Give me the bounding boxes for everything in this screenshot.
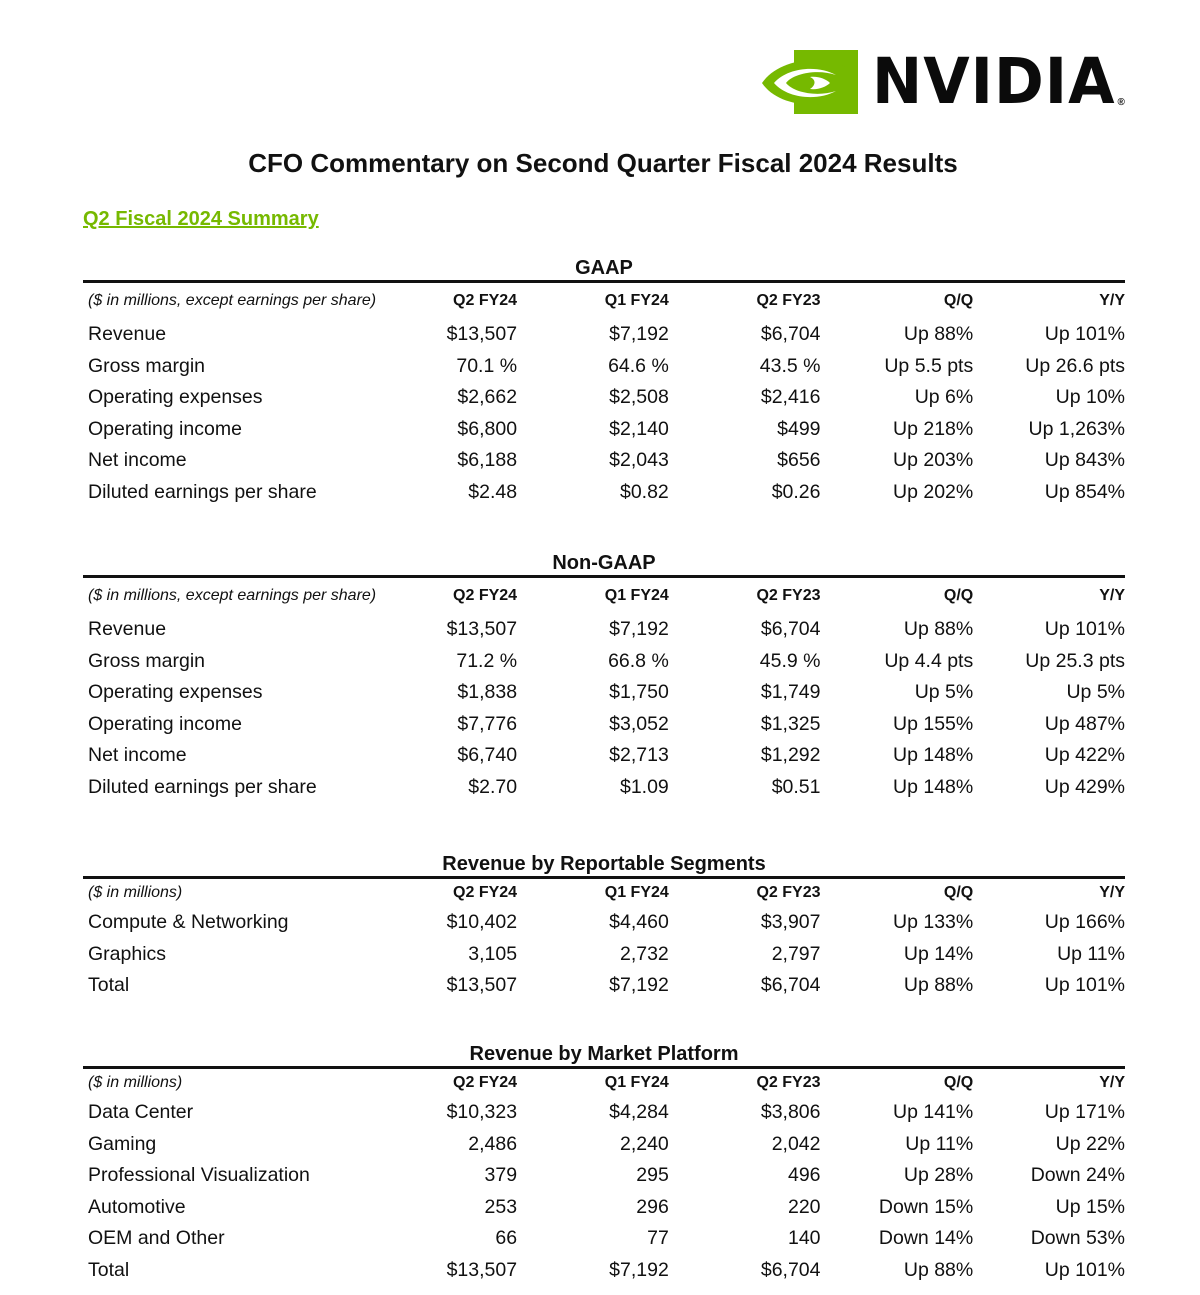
- column-header: Q1 FY24: [604, 1074, 669, 1091]
- table-cell: $4,460: [609, 911, 669, 933]
- table-cell: $3,907: [760, 911, 821, 933]
- table-row: [83, 740, 1125, 772]
- table-cell: Up 487%: [1044, 712, 1125, 735]
- table-row: [83, 445, 1125, 477]
- column-header: Q/Q: [943, 1074, 974, 1091]
- table-cell: $10,402: [446, 911, 518, 933]
- nvidia-wordmark: NVIDIA: [872, 45, 1116, 119]
- table-row: [83, 677, 1125, 709]
- table-cell: 2,486: [468, 1132, 518, 1155]
- table-cell: 496: [787, 1164, 821, 1187]
- table-cell: Up 14%: [903, 942, 974, 965]
- table-cell: Up 26.6 pts: [1025, 354, 1125, 377]
- table-cell: Up 422%: [1044, 744, 1125, 767]
- column-header: Y/Y: [1099, 884, 1125, 901]
- table-cell: $7,192: [609, 323, 669, 345]
- row-label: Operating income: [88, 417, 242, 440]
- table-cell: Up 5.5 pts: [884, 354, 974, 377]
- table-row: [83, 907, 1125, 939]
- table-cell: 295: [636, 1164, 669, 1187]
- table-cell: Up 88%: [903, 323, 974, 345]
- table-cell: Down 15%: [878, 1195, 974, 1218]
- table-row: [83, 414, 1125, 446]
- column-header: Q/Q: [943, 292, 974, 309]
- row-label: Total: [88, 974, 130, 997]
- table-cell: 45.9 %: [759, 649, 821, 672]
- summary-heading-link[interactable]: Q2 Fiscal 2024 Summary: [83, 208, 319, 230]
- table-cell: $6,704: [760, 323, 821, 345]
- table-cell: Up 166%: [1044, 911, 1125, 933]
- gaap-section: [83, 256, 1125, 509]
- column-header: Q/Q: [943, 884, 974, 901]
- table-cell: $6,188: [457, 449, 518, 472]
- table-cell: Up 429%: [1044, 775, 1125, 798]
- table-cell: $1,838: [457, 681, 518, 704]
- column-header: Q1 FY24: [604, 292, 669, 309]
- unit-note: ($ in millions, except earnings per share): [88, 292, 377, 309]
- table-cell: 2,240: [619, 1132, 669, 1155]
- table-row: [83, 614, 1125, 646]
- table-cell: Up 141%: [893, 1101, 974, 1123]
- row-label: Automotive: [88, 1195, 186, 1218]
- table-row: [83, 939, 1125, 971]
- table-cell: Up 11%: [1057, 942, 1125, 965]
- table-cell: $1,292: [760, 744, 821, 767]
- table-cell: Up 5%: [914, 681, 974, 704]
- table-cell: Up 11%: [905, 1132, 974, 1155]
- row-label: Graphics: [88, 942, 167, 965]
- table-cell: $7,192: [609, 1258, 669, 1281]
- table-cell: $2,508: [609, 386, 669, 409]
- table-cell: $4,284: [609, 1101, 669, 1123]
- table-cell: 77: [647, 1227, 669, 1250]
- table-row: [83, 319, 1125, 351]
- table-cell: $7,192: [609, 974, 669, 997]
- table-cell: Up 88%: [903, 618, 974, 640]
- table-cell: Up 5%: [1066, 681, 1125, 704]
- column-header: Q1 FY24: [604, 587, 669, 604]
- table-cell: 70.1 %: [456, 354, 518, 377]
- unit-note: ($ in millions): [88, 1074, 183, 1091]
- column-header: Q2 FY24: [453, 1074, 518, 1091]
- segments-table: [83, 879, 1125, 1002]
- table-cell: Up 148%: [893, 744, 974, 767]
- table-row: [83, 351, 1125, 383]
- row-label: Net income: [88, 449, 187, 472]
- table-cell: $0.26: [771, 480, 821, 503]
- nvidia-eye-icon: [760, 47, 860, 117]
- table-row: [83, 1255, 1125, 1287]
- table-cell: Up 843%: [1044, 449, 1125, 472]
- column-header: Y/Y: [1099, 587, 1125, 604]
- row-label: Total: [88, 1258, 130, 1281]
- table-cell: Up 4.4 pts: [884, 649, 974, 672]
- table-cell: Up 101%: [1044, 1258, 1125, 1281]
- table-row: [83, 1192, 1125, 1224]
- table-cell: $2.48: [468, 480, 518, 503]
- table-cell: Up 1,263%: [1028, 417, 1125, 440]
- column-header: Q2 FY23: [756, 1074, 821, 1091]
- table-cell: 3,105: [468, 942, 518, 965]
- table-cell: $1,750: [609, 681, 669, 704]
- table-cell: $6,704: [760, 974, 821, 997]
- row-label: Professional Visualization: [88, 1164, 310, 1187]
- column-header: Q1 FY24: [604, 884, 669, 901]
- table-cell: Up 88%: [903, 1258, 974, 1281]
- table-header-row: [83, 879, 1125, 907]
- table-cell: 2,042: [771, 1132, 821, 1155]
- table-row: [83, 1160, 1125, 1192]
- table-cell: $6,704: [760, 618, 821, 640]
- table-cell: $1,325: [760, 712, 821, 735]
- table-row: [83, 970, 1125, 1002]
- table-cell: $0.82: [619, 480, 669, 503]
- table-cell: Up 133%: [893, 911, 974, 933]
- row-label: OEM and Other: [88, 1227, 225, 1250]
- table-cell: 140: [787, 1227, 821, 1250]
- table-row: [83, 477, 1125, 509]
- row-label: Gross margin: [88, 354, 206, 377]
- table-cell: $499: [777, 417, 821, 440]
- table-cell: 2,797: [771, 942, 821, 965]
- table-cell: 66: [495, 1227, 518, 1250]
- table-cell: Up 15%: [1055, 1195, 1125, 1218]
- table-cell: $2.70: [468, 775, 518, 798]
- row-label: Diluted earnings per share: [88, 480, 317, 503]
- segments-section: [83, 852, 1125, 1002]
- row-label: Data Center: [88, 1101, 194, 1123]
- table-cell: $2,662: [457, 386, 518, 409]
- table-cell: $2,713: [609, 744, 669, 767]
- table-cell: $6,740: [457, 744, 518, 767]
- page-title: CFO Commentary on Second Quarter Fiscal 2024 Results: [248, 148, 958, 178]
- column-header: Q2 FY23: [756, 587, 821, 604]
- table-cell: Up 203%: [893, 449, 974, 472]
- table-cell: $1,749: [760, 681, 821, 704]
- table-cell: Up 22%: [1055, 1132, 1125, 1155]
- table-row: [83, 1129, 1125, 1161]
- non-gaap-table: [83, 578, 1125, 804]
- table-cell: $2,043: [609, 449, 669, 472]
- section-heading: Revenue by Market Platform: [469, 1043, 739, 1065]
- table-cell: $7,192: [609, 618, 669, 640]
- section-heading: Revenue by Reportable Segments: [442, 853, 766, 875]
- table-row: [83, 709, 1125, 741]
- table-cell: Up 101%: [1044, 323, 1125, 345]
- table-cell: 253: [484, 1195, 518, 1218]
- table-cell: Up 10%: [1055, 386, 1125, 409]
- row-label: Net income: [88, 744, 187, 767]
- table-cell: $13,507: [446, 1258, 518, 1281]
- table-cell: $0.51: [771, 775, 821, 798]
- table-cell: Up 854%: [1044, 480, 1125, 503]
- table-row: [83, 382, 1125, 414]
- table-cell: Up 6%: [914, 386, 974, 409]
- table-cell: Up 28%: [903, 1164, 974, 1187]
- table-cell: $13,507: [446, 618, 518, 640]
- row-label: Diluted earnings per share: [88, 775, 317, 798]
- row-label: Compute & Networking: [88, 911, 289, 933]
- market-platform-table: [83, 1069, 1125, 1287]
- table-cell: $13,507: [446, 974, 518, 997]
- table-cell: Down 24%: [1030, 1164, 1125, 1187]
- table-cell: $2,140: [609, 417, 669, 440]
- unit-note: ($ in millions): [88, 884, 183, 901]
- table-cell: Down 53%: [1030, 1227, 1125, 1250]
- table-header-row: [83, 283, 1125, 319]
- table-cell: Up 25.3 pts: [1025, 649, 1125, 672]
- table-cell: Up 101%: [1044, 974, 1125, 997]
- row-label: Revenue: [88, 323, 167, 345]
- row-label: Operating expenses: [88, 386, 263, 409]
- nvidia-logo: [760, 46, 1125, 118]
- table-cell: $3,052: [609, 712, 669, 735]
- table-cell: Up 171%: [1044, 1101, 1125, 1123]
- table-cell: 296: [636, 1195, 669, 1218]
- row-label: Operating expenses: [88, 681, 263, 704]
- row-label: Gross margin: [88, 649, 206, 672]
- table-cell: $10,323: [446, 1101, 518, 1123]
- column-header: Y/Y: [1099, 292, 1125, 309]
- table-cell: Up 155%: [893, 712, 974, 735]
- column-header: Q2 FY24: [453, 587, 518, 604]
- table-cell: $7,776: [457, 712, 518, 735]
- table-cell: Up 202%: [893, 480, 974, 503]
- table-cell: 220: [787, 1195, 821, 1218]
- column-header: Y/Y: [1099, 1074, 1125, 1091]
- section-heading: GAAP: [575, 257, 633, 279]
- table-cell: 66.8 %: [608, 649, 669, 672]
- table-cell: Up 148%: [893, 775, 974, 798]
- column-header: Q2 FY24: [453, 884, 518, 901]
- table-cell: Up 101%: [1044, 618, 1125, 640]
- section-heading: Non-GAAP: [552, 552, 656, 574]
- table-cell: $656: [777, 449, 821, 472]
- table-cell: 379: [484, 1164, 518, 1187]
- row-label: Gaming: [88, 1132, 157, 1155]
- table-cell: Up 218%: [893, 417, 974, 440]
- column-header: Q/Q: [943, 587, 974, 604]
- table-cell: $3,806: [760, 1101, 821, 1123]
- gaap-table: [83, 283, 1125, 509]
- market-platform-section: [83, 1042, 1125, 1287]
- table-cell: $13,507: [446, 323, 518, 345]
- table-cell: 2,732: [619, 942, 669, 965]
- table-row: [83, 1223, 1125, 1255]
- table-cell: 71.2 %: [456, 649, 518, 672]
- column-header: Q2 FY23: [756, 884, 821, 901]
- table-cell: Down 14%: [878, 1227, 974, 1250]
- row-label: Operating income: [88, 712, 242, 735]
- table-header-row: [83, 1069, 1125, 1097]
- table-cell: $2,416: [760, 386, 821, 409]
- table-cell: Up 88%: [903, 974, 974, 997]
- table-cell: 43.5 %: [759, 354, 821, 377]
- table-header-row: [83, 578, 1125, 614]
- row-label: Revenue: [88, 618, 167, 640]
- column-header: Q2 FY23: [756, 292, 821, 309]
- table-cell: $1.09: [619, 775, 669, 798]
- table-row: [83, 646, 1125, 678]
- table-row: [83, 1097, 1125, 1129]
- unit-note: ($ in millions, except earnings per share): [88, 587, 377, 604]
- column-header: Q2 FY24: [453, 292, 518, 309]
- table-cell: 64.6 %: [608, 354, 669, 377]
- table-cell: $6,704: [760, 1258, 821, 1281]
- non-gaap-section: [83, 551, 1125, 804]
- table-row: [83, 772, 1125, 804]
- registered-mark: ®: [1117, 97, 1125, 108]
- table-cell: $6,800: [457, 417, 518, 440]
